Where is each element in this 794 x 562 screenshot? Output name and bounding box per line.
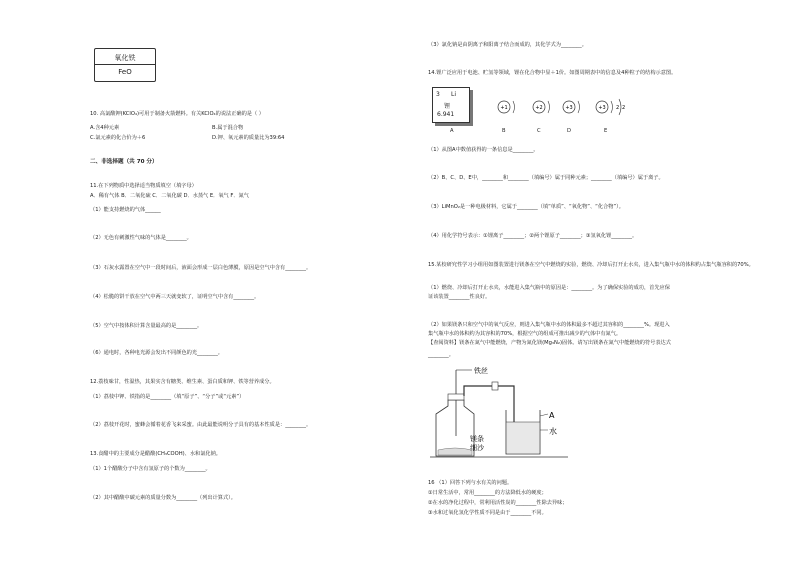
atomic-number: 3 xyxy=(436,91,440,98)
q11-sub3: （3）石灰水露置在空气中一段时间后，液面会形成一层白色薄膜，原因是空气中含有________。 xyxy=(90,265,312,271)
q10-option-d: D.钾、氧元素的质量比为39:64 xyxy=(212,135,285,141)
nucleus-e: +3 xyxy=(598,105,606,111)
q10-option-a: A.含4种元素 xyxy=(90,125,120,131)
apparatus-figure xyxy=(428,364,578,460)
q13-stem: 13.食醋中的主要成分是醋酸(CH₃COOH)、水和氯化钠。 xyxy=(90,451,221,457)
shell-e-2: 2 xyxy=(622,105,626,111)
q14-sub4: （4）用化学符号表示：①锂离子________；②两个锂原子________；③氢氧化锂________。 xyxy=(428,233,638,239)
atomic-mass: 6.941 xyxy=(437,111,455,118)
q11-sub5: （5）空气中按体积计算含量最高的是________。 xyxy=(90,323,203,329)
q15-sub2-c: 【查阅资料】镁条在氮气中能燃烧，产物为氮化镁(Mg₃N₂)固体。请写出镁条在氮气中能燃烧的符号表达式 xyxy=(428,340,671,346)
fig-mg-label: 镁条 xyxy=(470,435,484,443)
q15-sub2-b: 集气瓶中水的体积约为其容积的70%，根据空气的组成可推出减少的气体中有氮气。 xyxy=(428,331,622,337)
q15-sub1-a: （1）燃烧、冷却后打开止水夹，水能进入集气瓶中的原因是：________。为了确保实验的成功，首先应保 xyxy=(428,285,670,291)
q14-sub1: （1）从图A中数值获得的一条信息是________。 xyxy=(428,147,539,153)
q13-sub2: （2）其中醋酸中碳元素的质量分数为________（列出计算式）。 xyxy=(90,495,236,501)
particle-d xyxy=(563,101,580,113)
oxide-card xyxy=(94,48,156,82)
fig-label-a: A xyxy=(549,411,555,420)
q11-sub1: （1）能支持燃烧的气体______ xyxy=(90,207,161,213)
label-d: D xyxy=(567,128,571,134)
label-b: B xyxy=(502,128,506,134)
nucleus-b: +1 xyxy=(500,105,508,111)
q14-sub2: （2）B、C、D、E中，________和________（填编号）属于同种元素；________（填编号）属于离子。 xyxy=(428,175,664,181)
q11-sub6: （6）通电时，各种电光源会发出不同颜色的光________。 xyxy=(90,350,223,356)
label-c: C xyxy=(537,128,541,134)
q14-sub3: （3）LiMnO₂是一种电极材料，它属于________（填“单质”、“氧化物”、“化合物”）。 xyxy=(428,204,624,210)
element-symbol: Li xyxy=(451,91,457,98)
q15-sub1-b: 证该装置________性良好。 xyxy=(428,294,491,300)
q11-sub2: （2）无色有刺激性气味的气体是________。 xyxy=(90,235,192,241)
q13-sub3: （3）氯化钠是由阴离子和阳离子结合而成的，其化学式为________。 xyxy=(428,42,587,48)
element-name: 锂 xyxy=(444,103,451,110)
section-2-heading: 二、非选择题（共 70 分） xyxy=(90,159,158,165)
particle-e xyxy=(596,99,625,115)
q10-option-c: C.氯元素的化合价为＋6 xyxy=(90,135,146,141)
q12-sub1: （1）荔枝中钾、铁指的是________（填“原子”、“分子”或“元素”） xyxy=(90,394,245,400)
label-e: E xyxy=(604,128,608,134)
nucleus-d: +3 xyxy=(565,105,573,111)
fig-sand-label: 细沙 xyxy=(470,444,484,452)
q16-sub2: ②在水的净化过程中，常利用活性炭的________性除去异味； xyxy=(428,500,568,506)
q15-sub2-d: ________。 xyxy=(428,352,454,358)
q14-stem: 14.锂广泛应用于电池、贮氢等领域，锂在化合物中显＋1价。如图周期表中的信息及4种粒子的结构示意图。 xyxy=(428,70,677,76)
q16-stem: 16 （1）回答下列与水有关的问题。 xyxy=(428,480,513,486)
label-a: A xyxy=(450,128,454,134)
q12-sub2: （2）荔枝开花时，蜜蜂会循着花香飞来采蜜。由此最能说明分子具有的基本性质是：________。 xyxy=(90,422,312,428)
q11-stem: 11.在下列物质中选择适当物质填空（填字母） xyxy=(90,183,197,189)
q11-sub4: （4）松脆的饼干放在空气中两三天就变软了，证明空气中含有________。 xyxy=(90,294,260,300)
particle-c xyxy=(533,101,550,113)
card-divider xyxy=(95,64,155,65)
shell-e-1: 2 xyxy=(616,105,620,111)
periodic-cell-lithium xyxy=(432,87,470,123)
card-name: 氧化铁 xyxy=(114,54,136,62)
nucleus-c: +2 xyxy=(535,105,543,111)
particle-b xyxy=(498,101,515,113)
q16-sub3: ③水和过氧化氢化学性质不同是由于________不同。 xyxy=(428,510,547,516)
fig-water-label: 水 xyxy=(549,427,557,436)
q15-stem: 15.某校研究性学习小组用如图装置进行镁条在空气中燃烧的实验，燃烧、冷却后打开止水夹，进入集气瓶中水的体积约占集气瓶容积的70%。 xyxy=(428,262,754,268)
q10-stem: 10. 高氯酸钾(KClO₄)可用于制备火箭燃料。有关KClO₄的说法正确的是（ ） xyxy=(90,111,264,117)
q13-sub1: （1）1个醋酸分子中含有氢原子的个数为________。 xyxy=(90,466,211,472)
q16-sub1: ①日常生活中，常用________的方法降低水的硬度； xyxy=(428,490,547,496)
card-formula: FeO xyxy=(118,68,132,76)
q12-stem: 12.荔枝味甘，性温热，其果实含有糖类、维生素、蛋白质和钾、铁等营养成分。 xyxy=(90,379,275,385)
fig-wire-label: 铁丝 xyxy=(474,367,488,375)
q10-option-b: B.属于混合物 xyxy=(212,125,244,131)
q15-sub2-a: （2）如果镁条只和空气中的氧气反应，则进入集气瓶中水的体积最多不超过其容积的________%。现进入 xyxy=(428,322,670,328)
q11-options: A．稀有气体 B．二氧化硫 C．二氧化碳 D．水蒸气 E．氧气 F．氮气 xyxy=(90,193,249,199)
